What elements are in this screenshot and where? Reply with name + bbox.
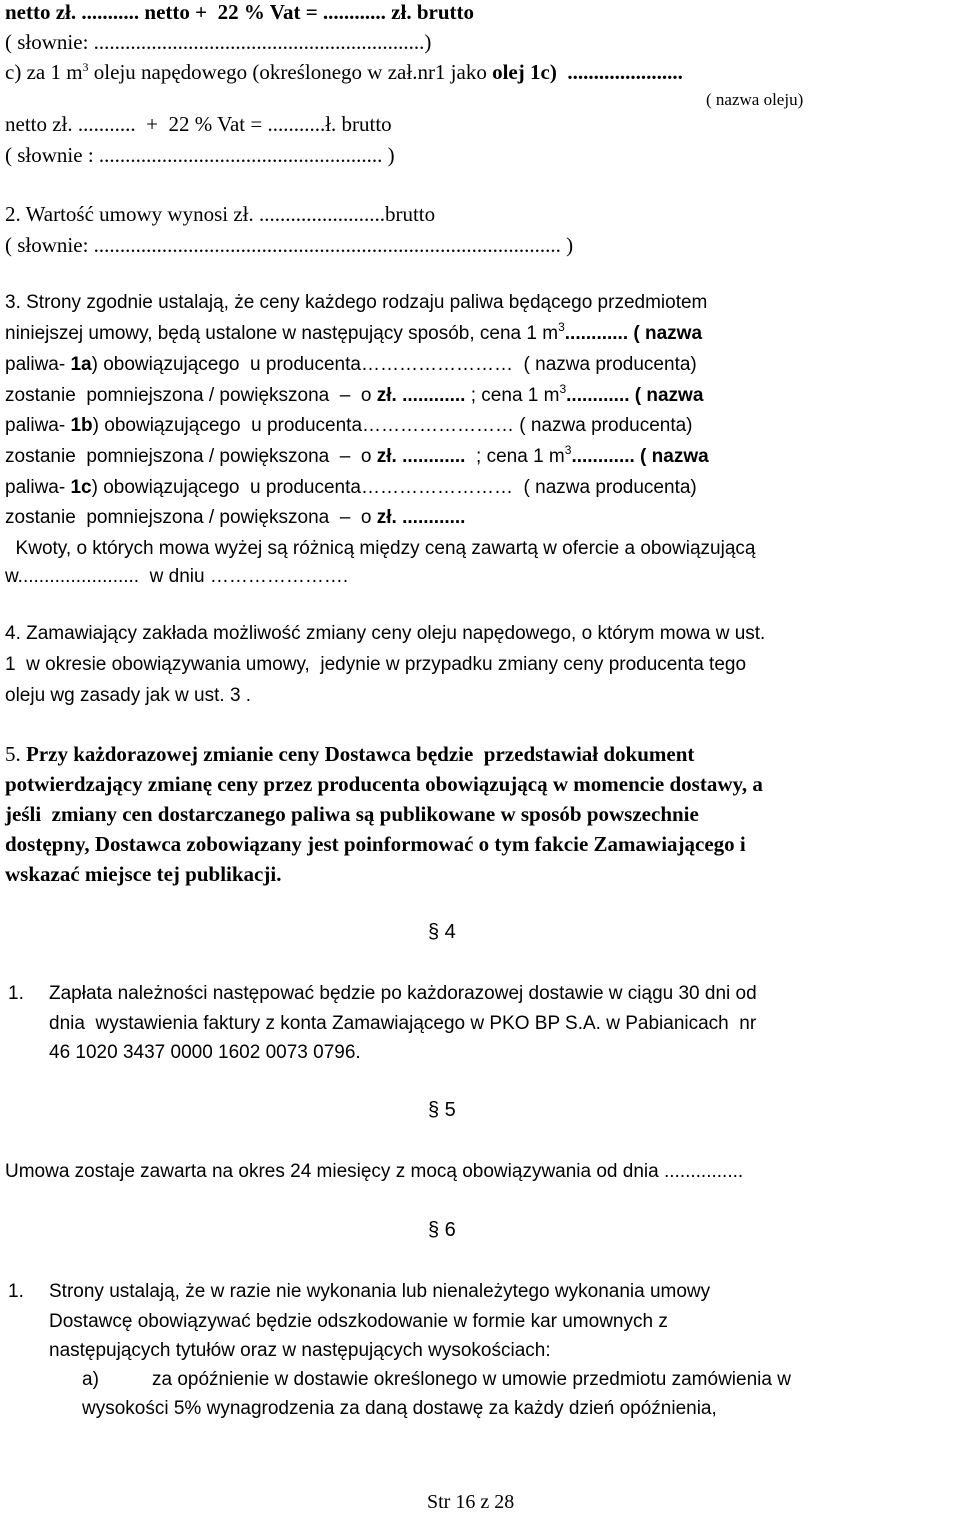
point-3-line-5: paliwa- 1b) obowiązującego u producenta…………………… ( nazwa producenta)	[5, 415, 693, 436]
slownie-line-2: ( słownie : ...................................................... )	[5, 143, 395, 167]
section-4-heading: § 4	[428, 921, 456, 943]
section-6-heading: § 6	[428, 1219, 456, 1241]
section-6-item-a-label: a)	[82, 1369, 99, 1390]
netto-line-2: netto zł. ........... + 22 % Vat = ...........ł. brutto	[5, 112, 392, 136]
point-3-line-9: Kwoty, o których mowa wyżej są różnicą między ceną zawartą w ofercie a obowiązującą	[5, 538, 756, 559]
point-3-line-7: paliwa- 1c) obowiązującego u producenta…………………… ( nazwa producenta)	[5, 477, 697, 498]
page-number: Str 16 z 28	[427, 1491, 515, 1513]
point-3-line-6: zostanie pomniejszona / powiększona – o zł. ............ ; cena 1 $m^3$............ ( nazwa	[5, 443, 709, 467]
point-5-line-5: wskazać miejsce tej publikacji.	[5, 862, 282, 886]
point-4-line-1: 4. Zamawiający zakłada możliwość zmiany ceny oleju napędowego, o którym mowa w ust.	[5, 623, 766, 644]
contract-value-line: 2. Wartość umowy wynosi zł. ........................brutto	[5, 202, 436, 226]
point-3-line-4: zostanie pomniejszona / powiększona – o zł. ............ ; cena 1 $m^3$............ ( nazwa	[5, 382, 704, 406]
point-5-line-3: jeśli zmiany cen dostarczanego paliwa są publikowane w sposób powszechnie	[5, 802, 699, 826]
slownie-line-3: ( słownie: ......................................................................................... )	[5, 233, 574, 257]
point-5-line-2: potwierdzający zmianę ceny przez producenta obowiązującą w momencie dostawy, a	[5, 772, 763, 796]
section-5-heading: § 5	[428, 1099, 456, 1121]
section-5-line-1: Umowa zostaje zawarta na okres 24 miesięcy z mocą obowiązywania od dnia ...............	[5, 1161, 744, 1182]
netto-line-1: netto zł. ........... netto + 22 % Vat = ............ zł. brutto	[5, 0, 474, 24]
point-3-line-10: w....................... w dniu ………………….	[5, 566, 349, 587]
section-4-line-2: dnia wystawienia faktury z konta Zamawiającego w PKO BP S.A. w Pabianicach nr	[49, 1013, 757, 1034]
section-6-item-a-line-2: wysokości 5% wynagrodzenia za daną dostawę za każdy dzień opóźnienia,	[82, 1398, 717, 1419]
section-6-line-2: Dostawcę obowiązywać będzie odszkodowanie w formie kar umownych z	[49, 1311, 668, 1332]
item-c-line: c) za 1 $m^3$ oleju napędowego (określonego w zał.nr1 jako olej 1c) ......................	[5, 60, 683, 84]
section-4-line-1: Zapłata należności następować będzie po każdorazowej dostawie w ciągu 30 dni od	[49, 983, 757, 1004]
section-6-line-3: następujących tytułów oraz w następujących wysokościach:	[49, 1340, 551, 1361]
section-6-item-a-line-1: za opóźnienie w dostawie określonego w umowie przedmiotu zamówienia w	[152, 1369, 791, 1390]
point-3-line-2: niniejszej umowy, będą ustalone w następujący sposób, cena 1 $m^3$............ ( nazwa	[5, 320, 703, 344]
section-6-line-1: Strony ustalają, że w razie nie wykonania lub nienależytego wykonania umowy	[49, 1281, 711, 1302]
section-4-line-3: 46 1020 3437 0000 1602 0073 0796.	[49, 1042, 361, 1063]
point-3-line-3: paliwa- 1a) obowiązującego u producenta…………………… ( nazwa producenta)	[5, 354, 697, 375]
point-3-line-8: zostanie pomniejszona / powiększona – o zł. ............	[5, 507, 466, 528]
point-4-line-3: oleju wg zasady jak w ust. 3 .	[5, 685, 252, 706]
section-6-item-number: 1.	[8, 1281, 24, 1302]
point-3-line-1: 3. Strony zgodnie ustalają, że ceny każdego rodzaju paliwa będącego przedmiotem	[5, 292, 708, 313]
point-5-line-1: 5. Przy każdorazowej zmianie ceny Dostawca będzie przedstawiał dokument	[5, 742, 695, 766]
point-4-line-2: 1 w okresie obowiązywania umowy, jedynie w przypadku zmiany ceny producenta tego	[5, 654, 747, 675]
section-4-item-number: 1.	[8, 983, 24, 1004]
point-5-line-4: dostępny, Dostawca zobowiązany jest poinformować o tym fakcie Zamawiającego i	[5, 832, 746, 856]
slownie-line-1: ( słownie: ...............................................................)	[5, 30, 432, 54]
oil-name-caption: ( nazwa oleju)	[706, 90, 804, 109]
